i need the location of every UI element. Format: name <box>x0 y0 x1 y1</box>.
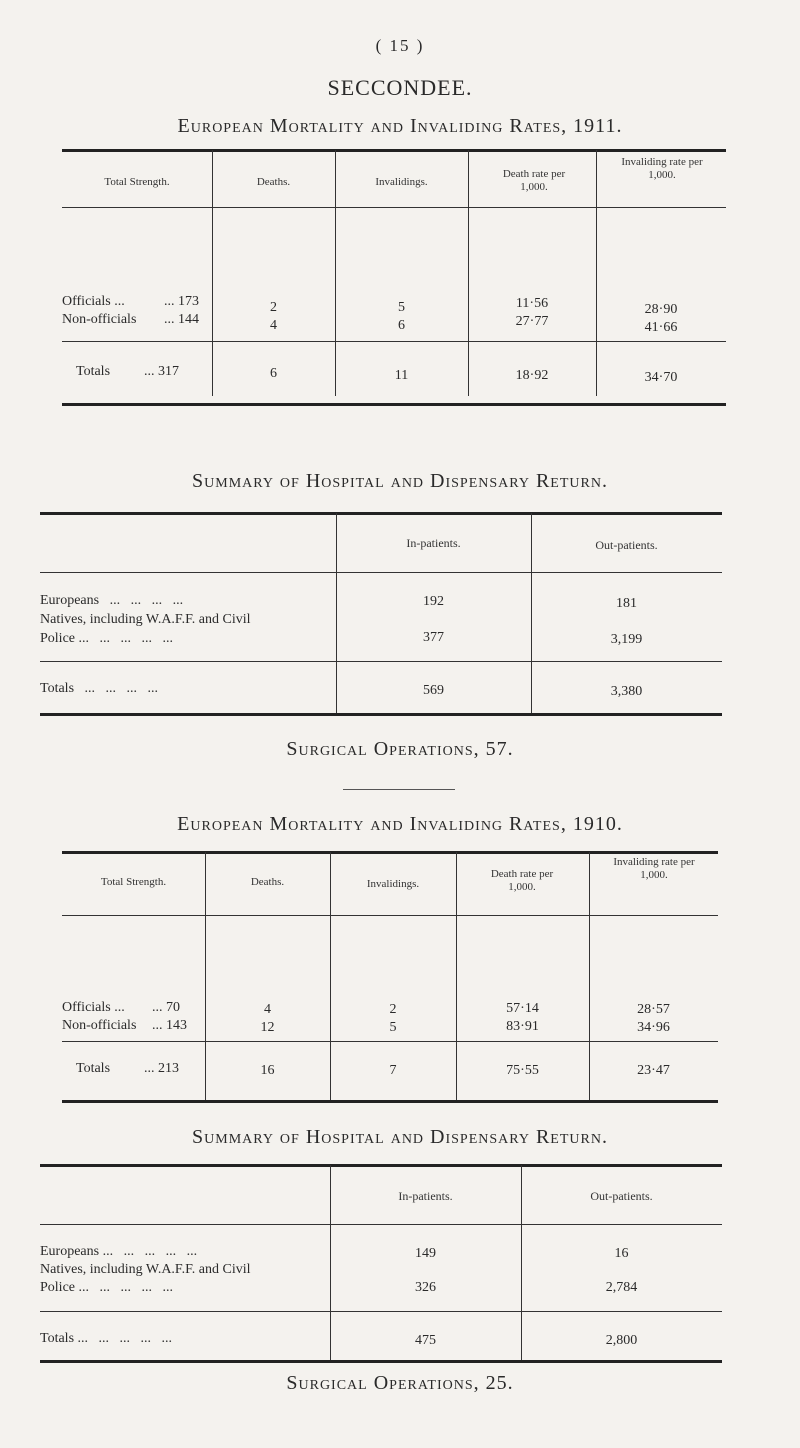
page-title: SECCONDEE. <box>327 75 473 100</box>
totals-label: Totals ... ... ... ... ... <box>40 1331 173 1346</box>
col-divider <box>596 150 597 396</box>
header-invaliding-rate: Invaliding rate per 1,000. <box>621 156 703 181</box>
hospital-title-1910: Summary of Hospital and Dispensary Return. <box>192 1126 608 1148</box>
header-total-strength: Total Strength. <box>104 176 170 188</box>
rule <box>40 661 722 662</box>
cell-deaths: 2 <box>270 300 277 315</box>
totals-invaliding-rate: 34·70 <box>644 370 678 385</box>
cell-invalidings: 2 <box>389 1002 397 1017</box>
totals-invalidings: 7 <box>389 1063 397 1078</box>
cell-invalidings: 6 <box>398 318 405 333</box>
totals-label: Totals <box>76 1061 111 1076</box>
cell-death-rate: 11·56 <box>515 296 549 311</box>
totals-label: Totals <box>76 364 111 379</box>
row-label: Non-officials <box>62 312 137 327</box>
cell-in-europeans: 192 <box>423 594 444 609</box>
row-label-europeans: Europeans ... ... ... ... ... <box>40 1244 198 1259</box>
cell-out-europeans: 16 <box>614 1246 629 1261</box>
header-deaths: Deaths. <box>250 876 285 888</box>
cell-death-rate: 83·91 <box>506 1019 539 1034</box>
cell-out-natives: 2,784 <box>605 1280 638 1295</box>
page-number: ( 15 ) <box>375 36 425 55</box>
rule <box>62 341 726 342</box>
totals-deaths: 6 <box>270 366 277 381</box>
cell-out-europeans: 181 <box>616 596 637 611</box>
cell-invalidings: 5 <box>398 300 405 315</box>
header-in-patients: In-patients. <box>398 1189 453 1203</box>
row-label: Non-officials <box>62 1018 137 1033</box>
totals-in: 569 <box>423 683 444 698</box>
cell-deaths: 4 <box>264 1002 271 1017</box>
totals-strength: ... 213 <box>144 1061 179 1076</box>
totals-strength: ... 317 <box>144 364 179 379</box>
rule <box>40 1224 722 1225</box>
totals-out: 2,800 <box>605 1333 638 1348</box>
row-label: Officials ... <box>62 294 125 309</box>
rule <box>62 207 726 208</box>
totals-invaliding-rate: 23·47 <box>637 1063 670 1078</box>
rule <box>62 149 726 152</box>
header-out-patients: Out-patients. <box>595 538 658 552</box>
header-death-rate: Death rate per 1,000. <box>502 168 566 193</box>
separator <box>343 789 455 790</box>
cell-invaliding-rate: 34·96 <box>637 1020 670 1035</box>
totals-invalidings: 11 <box>394 368 409 383</box>
header-total-strength: Total Strength. <box>100 876 167 888</box>
rule <box>62 1041 718 1042</box>
totals-death-rate: 75·55 <box>506 1063 539 1078</box>
hospital-title-1911: Summary of Hospital and Dispensary Return. <box>192 470 608 492</box>
row-label: Officials ... <box>62 1000 125 1015</box>
header-in-patients: In-patients. <box>406 536 461 550</box>
header-deaths: Deaths. <box>256 176 291 188</box>
rule <box>40 1311 722 1312</box>
cell-invaliding-rate: 41·66 <box>644 320 678 335</box>
row-label-natives: Natives, including W.A.F.F. and Civil <box>40 612 251 627</box>
totals-in: 475 <box>415 1333 436 1348</box>
totals-deaths: 16 <box>260 1063 275 1078</box>
rule <box>40 572 722 573</box>
row-strength: ... 143 <box>152 1018 187 1033</box>
row-label-europeans: Europeans ... ... ... ... <box>40 593 184 608</box>
cell-death-rate: 27·77 <box>515 314 549 329</box>
rule <box>40 1360 722 1363</box>
cell-in-natives: 377 <box>423 630 444 645</box>
table-title-1910: European Mortality and Invaliding Rates, 1910. <box>177 813 623 835</box>
surgical-operations-1911: Surgical Operations, 57. <box>286 738 514 760</box>
header-invalidings: Invalidings. <box>375 176 428 188</box>
cell-in-europeans: 149 <box>415 1246 436 1261</box>
rule <box>62 403 726 406</box>
row-label-police: Police ... ... ... ... ... <box>40 631 173 646</box>
cell-deaths: 4 <box>270 318 277 333</box>
cell-in-natives: 326 <box>415 1280 436 1295</box>
row-label-natives: Natives, including W.A.F.F. and Civil <box>40 1262 251 1277</box>
row-strength: ... 70 <box>152 1000 180 1015</box>
header-death-rate: Death rate per 1,000. <box>490 868 554 893</box>
cell-death-rate: 57·14 <box>506 1001 539 1016</box>
cell-invaliding-rate: 28·57 <box>637 1002 670 1017</box>
totals-out: 3,380 <box>610 684 643 699</box>
rule <box>62 915 718 916</box>
surgical-operations-1910: Surgical Operations, 25. <box>286 1372 514 1394</box>
rule <box>40 1164 722 1167</box>
cell-out-natives: 3,199 <box>610 632 643 647</box>
row-strength: ... 144 <box>164 312 199 327</box>
rule <box>40 512 722 515</box>
row-label-police: Police ... ... ... ... ... <box>40 1280 173 1295</box>
row-strength: ... 173 <box>164 294 199 309</box>
rule <box>62 1100 718 1103</box>
rule <box>62 851 718 854</box>
rule <box>40 713 722 716</box>
table-title-1911: European Mortality and Invaliding Rates, 1911. <box>177 115 623 137</box>
header-invaliding-rate: Invaliding rate per 1,000. <box>613 856 695 881</box>
totals-death-rate: 18·92 <box>515 368 549 383</box>
cell-invalidings: 5 <box>389 1020 397 1035</box>
header-invalidings: Invalidings. <box>366 878 420 890</box>
totals-label: Totals ... ... ... ... <box>40 681 159 696</box>
cell-invaliding-rate: 28·90 <box>644 302 678 317</box>
header-out-patients: Out-patients. <box>590 1189 653 1203</box>
cell-deaths: 12 <box>260 1020 275 1035</box>
col-divider <box>468 150 469 396</box>
